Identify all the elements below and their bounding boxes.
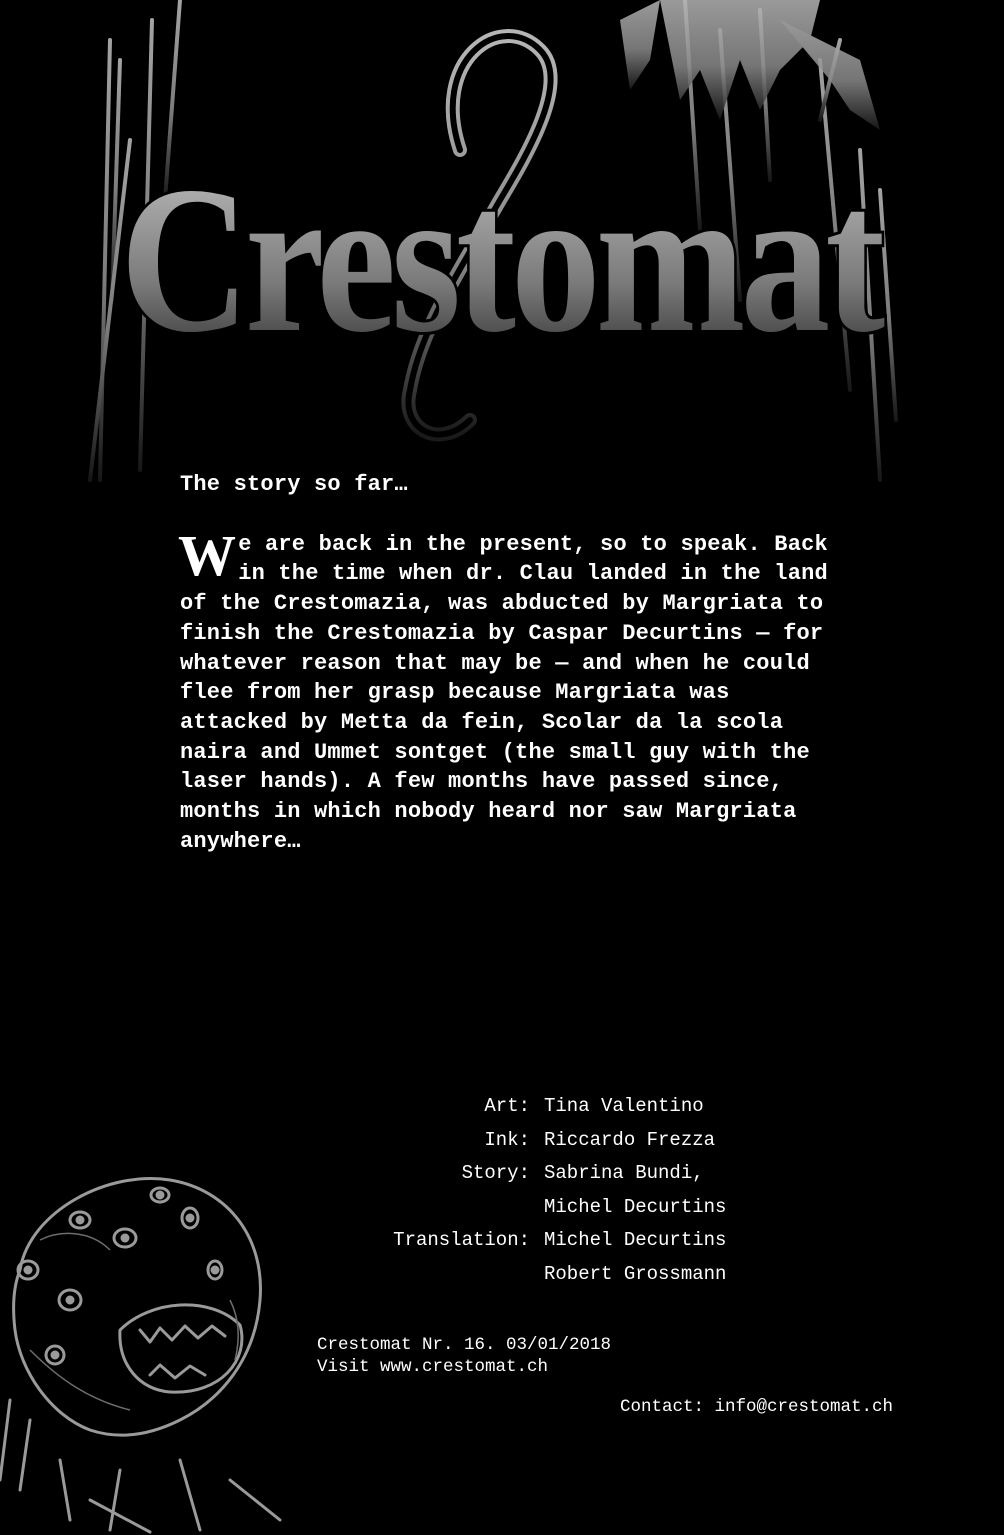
credit-names (544, 1124, 800, 1158)
story-section (180, 470, 840, 856)
creature-illustration (0, 1160, 300, 1535)
credit-row-art (360, 1090, 800, 1124)
logo-artwork-icon (60, 0, 940, 500)
credit-name: Riccardo Frezza (544, 1128, 716, 1151)
credit-row-ink (360, 1124, 800, 1158)
credit-role: Art: (484, 1095, 530, 1117)
credit-name: Tina Valentino (544, 1095, 704, 1117)
credit-role: Story: (461, 1162, 530, 1184)
credit-row-story (360, 1157, 800, 1224)
credit-names (544, 1157, 800, 1224)
credit-name: Sabrina Bundi, (544, 1162, 704, 1184)
contact-line[interactable]: Contact: info@crestomat.ch (620, 1397, 894, 1417)
credit-role: Translation: (393, 1229, 530, 1251)
logo-wordmark: Crestomat (120, 144, 886, 376)
story-body (178, 522, 840, 857)
visit-line[interactable]: Visit www.crestomat.ch (317, 1357, 549, 1377)
credit-role: Ink: (484, 1128, 530, 1151)
credit-name: Michel Decurtins (544, 1195, 727, 1218)
credit-name: Michel Decurtins (544, 1229, 727, 1251)
credit-row-translation (360, 1224, 800, 1291)
crestomat-logo (60, 0, 940, 500)
creature-icon (0, 1160, 300, 1535)
credits (360, 1090, 800, 1291)
story-dropcap: W (178, 522, 237, 588)
credit-names (544, 1224, 800, 1291)
issue-line: Crestomat Nr. 16. 03/01/2018 (317, 1335, 612, 1355)
footer (317, 1334, 611, 1378)
story-body-text: e are back in the present, so to speak. Back in the time when dr. Clau landed in the land of the Crestomazia, was abducted by Margriata to finish the Crestomazia by Caspar Decurtins — for whatever reason that may be — and when he could flee from her grasp because Margriata was attacked by Metta da fein, Scolar da la scola naira and Ummet sontget (the small guy with the laser hands). A few months have passed since, months in which nobody heard nor saw Margriata anywhere… (180, 531, 828, 854)
credit-name: Robert Grossmann (544, 1262, 727, 1285)
story-heading: The story so far… (180, 472, 408, 497)
credit-names (544, 1090, 800, 1124)
